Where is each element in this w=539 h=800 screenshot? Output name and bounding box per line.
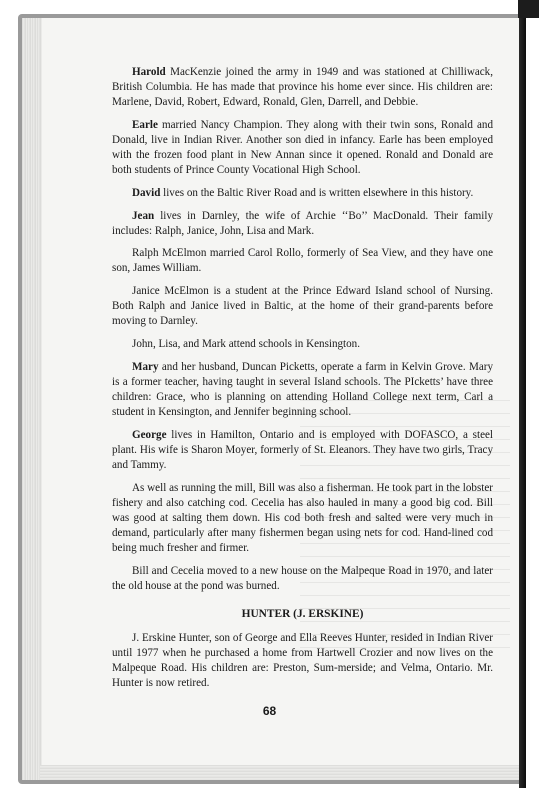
paragraph-text: Janice McElmon is a student at the Prince Edward Island school of Nursing. Both Ralph and Janice lived in Baltic, at the home of their grand-parents before moving to Darnley. <box>112 285 493 328</box>
page-number: 68 <box>262 704 277 718</box>
paragraph-text: John, Lisa, and Mark attend schools in Kensington. <box>132 337 361 350</box>
paragraph-lead: David <box>132 186 161 199</box>
paragraph-lead: George <box>132 428 167 441</box>
paragraph-text: lives on the Baltic River Road and is written elsewhere in this history. <box>160 186 474 199</box>
paragraph-text: MacKenzie joined the army in 1949 and was stationed at Chilliwack, British Columbia. He has made that province his home ever since. His children are: Marlene, David, Robert, Edward, Ronald, Glen, Darrell, and Debbie. <box>112 66 493 109</box>
paragraph-david <box>112 186 493 201</box>
paragraph-ralph <box>112 246 493 276</box>
section-paragraph: J. Erskine Hunter, son of George and Ella Reeves Hunter, resided in Indian River until 1977 when he purchased a home from Hartwell Crozier and now lives on the Malpeque Road. His children are: Preston, Sum-merside; and Velma, Ontario. Mr. Hunter is now retired. <box>112 631 493 690</box>
paragraph-text: lives in Darnley, the wife of Archie ‘‘Bo’’ MacDonald. Their family includes: Ralph, Janice, John, Lisa and Mark. <box>112 209 493 237</box>
page-stack-left-edge <box>22 18 42 780</box>
paragraph-jean <box>112 209 493 239</box>
paragraph-text: Bill and Cecelia moved to a new house on the Malpeque Road in 1970, and later the old house at the pond was burned. <box>112 564 493 592</box>
page-stack-bottom-edge <box>40 765 522 780</box>
page-body-text <box>112 65 493 699</box>
paragraph-lead: Earle <box>132 118 158 131</box>
section-heading: HUNTER (J. ERSKINE) <box>241 607 364 620</box>
paragraph-george <box>112 428 493 473</box>
paragraph-lead: Jean <box>132 209 155 222</box>
paragraph-janice <box>112 284 493 329</box>
paragraph-mill-fishing <box>112 481 493 556</box>
paragraph-earle <box>112 118 493 178</box>
paragraph-lead: Harold <box>132 66 166 78</box>
paragraph-text: married Nancy Champion. They along with their twin sons, Ronald and Donald, live in Indian River. Another son died in infancy. Earle has been employed with the frozen food plant in New Annan since it opened. Ronald and Donald are both students of Prince County Vocational High School. <box>112 118 493 177</box>
paragraph-text: As well as running the mill, Bill was also a fisherman. He took part in the lobster fishery and also catching cod. Cecelia has also hauled in many a good big cod. Bill was good at salting them down. His cod both fresh and salted were very much in demand, particularly after many fishermen began using nets for cod. Hand-lined cod being much fresher and firmer. <box>112 481 493 554</box>
paragraph-mary <box>112 360 493 420</box>
paragraph-text: lives in Hamilton, Ontario and is employed with DOFASCO, a steel plant. His wife is Sharon Moyer, formerly of St. Eleanors. They have two girls, Tracy and Tammy. <box>112 428 493 471</box>
paragraph-harold <box>112 65 493 110</box>
paragraph-text: and her husband, Duncan Picketts, operate a farm in Kelvin Grove. Mary is a former teacher, having taught in several Island schools. The PIcketts’ have three children: Grace, who is planning on attending Holland College next term, Carl a student in Kensington, and Jennifer beginning school. <box>112 360 493 418</box>
binding-edge <box>519 10 526 788</box>
paragraph-text: Ralph McElmon married Carol Rollo, formerly of Sea View, and they have one son, James William. <box>112 247 493 275</box>
scan-corner <box>518 0 539 18</box>
paragraph-new-house <box>112 564 493 594</box>
paragraph-john-lisa-mark <box>112 337 493 352</box>
paragraph-lead: Mary <box>132 360 159 373</box>
